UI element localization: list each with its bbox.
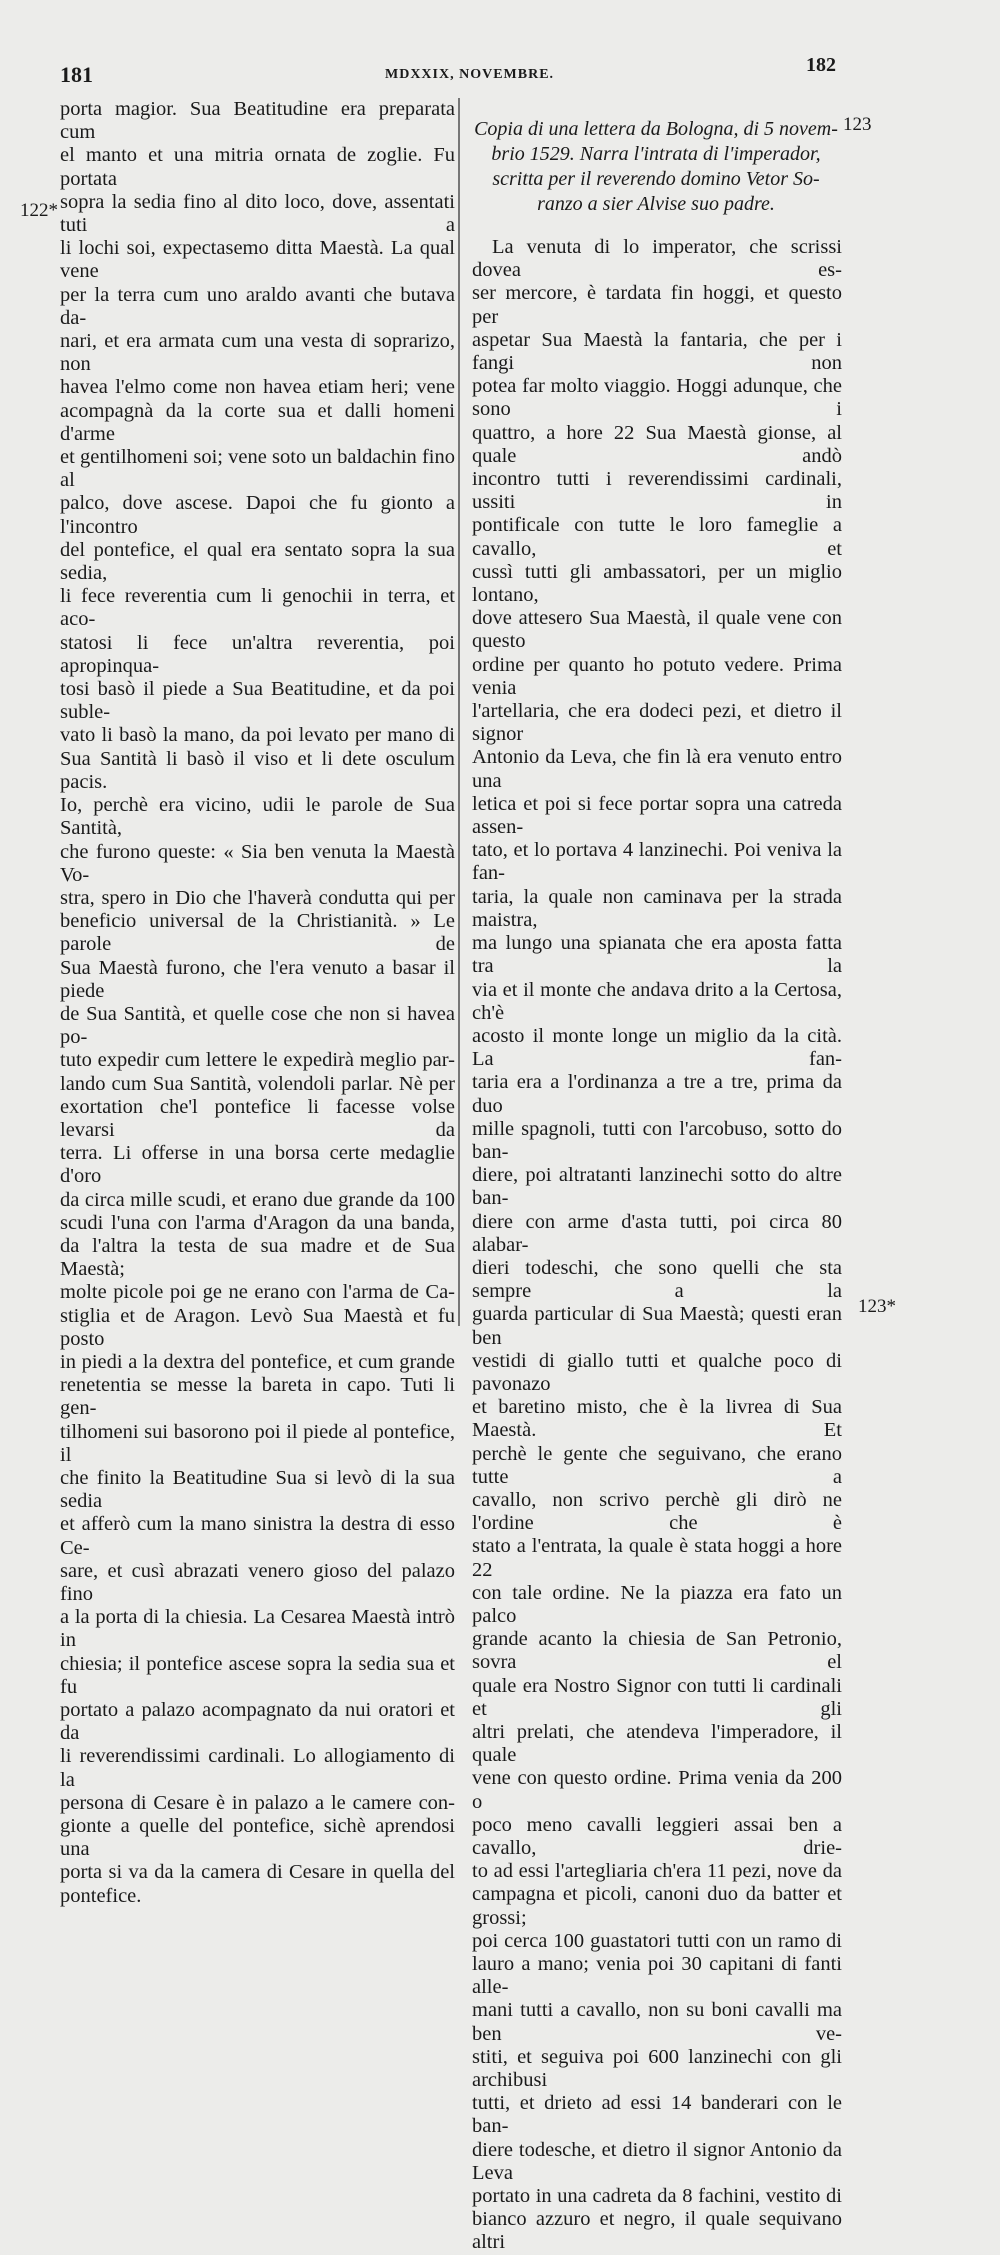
text-line: tutti, et drieto ad essi 14 banderari con le ban- bbox=[472, 2092, 842, 2138]
margin-note-left: 122* bbox=[20, 200, 58, 221]
text-line: et afferò cum la mano sinistra la destra di esso Ce- bbox=[60, 1513, 455, 1559]
margin-note-right-top: 123 bbox=[843, 114, 872, 135]
text-line: molte picole poi ge ne erano con l'arma de Ca- bbox=[60, 1281, 455, 1304]
text-line: Antonio da Leva, che fin là era venuto entro una bbox=[472, 746, 842, 792]
column-divider bbox=[458, 98, 460, 1326]
text-line: per la terra cum uno araldo avanti che butava da- bbox=[60, 283, 455, 329]
text-line: li lochi soi, expectasemo ditta Maestà. La qual vene bbox=[60, 237, 455, 283]
text-line: mani tutti a cavallo, non su boni cavalli ma ben ve- bbox=[472, 1999, 842, 2045]
text-line: da l'altra la testa de sua madre et de Sua Maestà; bbox=[60, 1234, 455, 1281]
text-line: havea l'elmo come non havea etiam heri; vene bbox=[60, 376, 455, 399]
text-line: porta si va da la camera di Cesare in quella del bbox=[60, 1861, 455, 1884]
text-line: tuto expedir cum lettere le expedirà meglio par- bbox=[60, 1049, 455, 1072]
text-line: vestidi di giallo tutti et qualche poco di pavonazo bbox=[472, 1349, 842, 1395]
text-line: portato a palazo acompagnato da nui oratori et da bbox=[60, 1699, 455, 1745]
text-line: stra, spero in Dio che l'haverà condutta qui per bbox=[60, 886, 455, 909]
text-line: exortation che'l pontefice li facesse volse levarsi da bbox=[60, 1095, 455, 1141]
text-line: diere con arme d'asta tutti, poi circa 80 alabar- bbox=[472, 1210, 842, 1256]
text-line: lauro a mano; venia poi 30 capitani di fanti alle- bbox=[472, 1953, 842, 1999]
text-line: incontro tutti i reverendissimi cardinali, ussiti in bbox=[472, 468, 842, 514]
text-line: quale era Nostro Signor con tutti li cardinali et gli bbox=[472, 1674, 842, 1720]
text-line: beneficio universal de la Christianità. » Le parole de bbox=[60, 910, 455, 956]
text-line: che furono queste: « Sia ben venuta la Maestà Vo- bbox=[60, 840, 455, 886]
text-line: via et il monte che andava drito a la Certosa, ch'è bbox=[472, 978, 842, 1024]
page-number-right: 182 bbox=[806, 54, 836, 76]
text-line: bianco azzuro et negro, il quale sequivano altri bbox=[472, 2208, 842, 2254]
text-line: ser mercore, è tardata fin hoggi, et questo per bbox=[472, 282, 842, 328]
text-line: de Sua Santità, et quelle cose che non si havea po- bbox=[60, 1002, 455, 1049]
text-line: li fece reverentia cum li genochii in terra, et aco- bbox=[60, 585, 455, 631]
text-line: in piedi a la dextra del pontefice, et cum grande bbox=[60, 1350, 455, 1373]
left-text-column bbox=[60, 98, 455, 1908]
text-line: tato, et lo portava 4 lanzinechi. Poi veniva la fan- bbox=[472, 839, 842, 885]
text-line: statosi li fece un'altra reverentia, poi apropinqua- bbox=[60, 631, 455, 677]
text-line: Io, perchè era vicino, udii le parole de Sua Santità, bbox=[60, 794, 455, 840]
text-line: pontificale con tutte le loro fameglie a cavallo, et bbox=[472, 514, 842, 560]
text-line: dove attesero Sua Maestà, il quale vene con questo bbox=[472, 607, 842, 653]
text-line: da circa mille scudi, et erano due grande da 100 bbox=[60, 1188, 455, 1211]
letter-title bbox=[470, 117, 842, 217]
text-line: ordine per quanto ho potuto vedere. Prima venia bbox=[472, 653, 842, 699]
text-line: diere, poi altratanti lanzinechi sotto do altre ban- bbox=[472, 1164, 842, 1210]
text-line: vato li basò la mano, da poi levato per mano di bbox=[60, 724, 455, 747]
text-line: aspetar Sua Maestà la fantaria, che per i fangi non bbox=[472, 328, 842, 375]
text-line: chiesia; il pontefice ascese sopra la sedia sua et fu bbox=[60, 1652, 455, 1698]
text-line: pontefice. bbox=[60, 1884, 142, 1907]
text-line: guarda particular di Sua Maestà; questi eran ben bbox=[472, 1303, 842, 1349]
text-line: scudi l'una con l'arma d'Aragon da una banda, bbox=[60, 1211, 455, 1234]
text-line: altri prelati, che atendeva l'imperadore, il quale bbox=[472, 1721, 842, 1767]
text-line: terra. Li offerse in una borsa certe medaglie d'oro bbox=[60, 1142, 455, 1188]
text-line: stiti, et seguiva poi 600 lanzinechi con gli archibusi bbox=[472, 2045, 842, 2092]
text-line: dieri todeschi, che sono quelli che sta sempre a la bbox=[472, 1256, 842, 1303]
text-line: lando cum Sua Santità, volendoli parlar. Nè per bbox=[60, 1072, 455, 1095]
text-line: taria era a l'ordinanza a tre a tre, prima da duo bbox=[472, 1071, 842, 1117]
text-line: potea far molto viaggio. Hoggi adunque, che sono i bbox=[472, 375, 842, 421]
text-line: portato in una cadreta da 8 fachini, vestito di bbox=[472, 2185, 842, 2208]
title-line: scritta per il reverendo domino Vetor So- bbox=[492, 168, 820, 190]
text-line: renetentia se messe la bareta in capo. Tuti li gen- bbox=[60, 1374, 455, 1420]
title-line: brio 1529. Narra l'intrata di l'imperador, bbox=[491, 143, 821, 165]
text-line: campagna et picoli, canoni duo da batter et grossi; bbox=[472, 1883, 842, 1929]
text-line: acosto il monte longe un miglio da la cità. La fan- bbox=[472, 1024, 842, 1071]
text-line: stato a l'entrata, la quale è stata hoggi a hore 22 bbox=[472, 1535, 842, 1581]
running-title: MDXXIX, NOVEMBRE. bbox=[385, 67, 555, 82]
text-line: et baretino misto, che è la livrea di Sua Maestà. Et bbox=[472, 1396, 842, 1442]
text-line: vene con questo ordine. Prima venia da 200 o bbox=[472, 1767, 842, 1813]
text-line: el manto et una mitria ornata de zoglie. Fu portata bbox=[60, 144, 455, 190]
text-line: stiglia et de Aragon. Levò Sua Maestà et fu posto bbox=[60, 1304, 455, 1350]
text-line: sare, et cusì abrazati venero gioso del palazo fino bbox=[60, 1559, 455, 1605]
text-line: perchè le gente che seguivano, che erano tutte a bbox=[472, 1442, 842, 1488]
text-line: che finito la Beatitudine Sua si levò di la sua sedia bbox=[60, 1466, 455, 1513]
text-line: a la porta di la chiesia. La Cesarea Maestà intrò in bbox=[60, 1606, 455, 1652]
text-line: mille spagnoli, tutti con l'arcobuso, sotto do ban- bbox=[472, 1117, 842, 1163]
page-number-left: 181 bbox=[60, 62, 93, 87]
text-line: persona di Cesare è in palazo a le camere con- bbox=[60, 1791, 455, 1814]
text-line: li reverendissimi cardinali. Lo allogiamento di la bbox=[60, 1745, 455, 1791]
text-line: taria, la quale non caminava per la strada maistra, bbox=[472, 885, 842, 931]
text-line: gionte a quelle del pontefice, sichè aprendosi una bbox=[60, 1815, 455, 1861]
text-line: ma lungo una spianata che era aposta fatta tra la bbox=[472, 932, 842, 978]
text-line: palco, dove ascese. Dapoi che fu gionto a l'incontro bbox=[60, 492, 455, 538]
text-line: poi cerca 100 guastatori tutti con un ramo di bbox=[472, 1929, 842, 1952]
text-line: La venuta di lo imperator, che scrissi dovea es- bbox=[472, 236, 842, 282]
text-line: quattro, a hore 22 Sua Maestà gionse, al quale andò bbox=[472, 421, 842, 467]
title-line: Copia di una lettera da Bologna, di 5 novem- bbox=[474, 118, 838, 140]
text-line: cussì tutti gli ambassatori, per un miglio lontano, bbox=[472, 560, 842, 607]
text-line: diere todesche, et dietro il signor Antonio da Leva bbox=[472, 2138, 842, 2184]
title-line: ranzo a sier Alvise suo padre. bbox=[537, 193, 775, 215]
text-line: grande acanto la chiesia de San Petronio, sovra el bbox=[472, 1628, 842, 1674]
text-line: acompagnà da la corte sua et dalli homeni d'arme bbox=[60, 399, 455, 445]
text-line: del pontefice, el qual era sentato sopra la sua sedia, bbox=[60, 538, 455, 585]
text-line: poco meno cavalli leggieri assai ben a cavallo, drie- bbox=[472, 1813, 842, 1860]
text-line: tosi basò il piede a Sua Beatitudine, et da poi suble- bbox=[60, 678, 455, 724]
text-line: tilhomeni sui basorono poi il piede al pontefice, il bbox=[60, 1420, 455, 1466]
right-text-column bbox=[472, 236, 842, 2255]
text-line: letica et poi si fece portar sopra una catreda assen- bbox=[472, 792, 842, 839]
text-line: nari, et era armata cum una vesta di soprarizo, non bbox=[60, 330, 455, 376]
text-line: et gentilhomeni soi; vene soto un baldachin fino al bbox=[60, 446, 455, 492]
text-line: sopra la sedia fino al dito loco, dove, assentati tuti a bbox=[60, 190, 455, 237]
text-line: Sua Santità li basò il viso et li dete osculum pacis. bbox=[60, 747, 455, 793]
text-line: to ad essi l'artegliaria ch'era 11 pezi, nove da bbox=[472, 1860, 842, 1883]
text-line: l'artellaria, che era dodeci pezi, et dietro il signor bbox=[472, 700, 842, 746]
text-line: cavallo, non scrivo perchè gli dirò ne l'ordine che è bbox=[472, 1488, 842, 1535]
text-line: porta magior. Sua Beatitudine era preparata cum bbox=[60, 98, 455, 144]
margin-note-right-bottom: 123* bbox=[858, 1296, 896, 1317]
text-line: Sua Maestà furono, che l'era venuto a basar il piede bbox=[60, 956, 455, 1002]
text-line: con tale ordine. Ne la piazza era fato un palco bbox=[472, 1581, 842, 1627]
